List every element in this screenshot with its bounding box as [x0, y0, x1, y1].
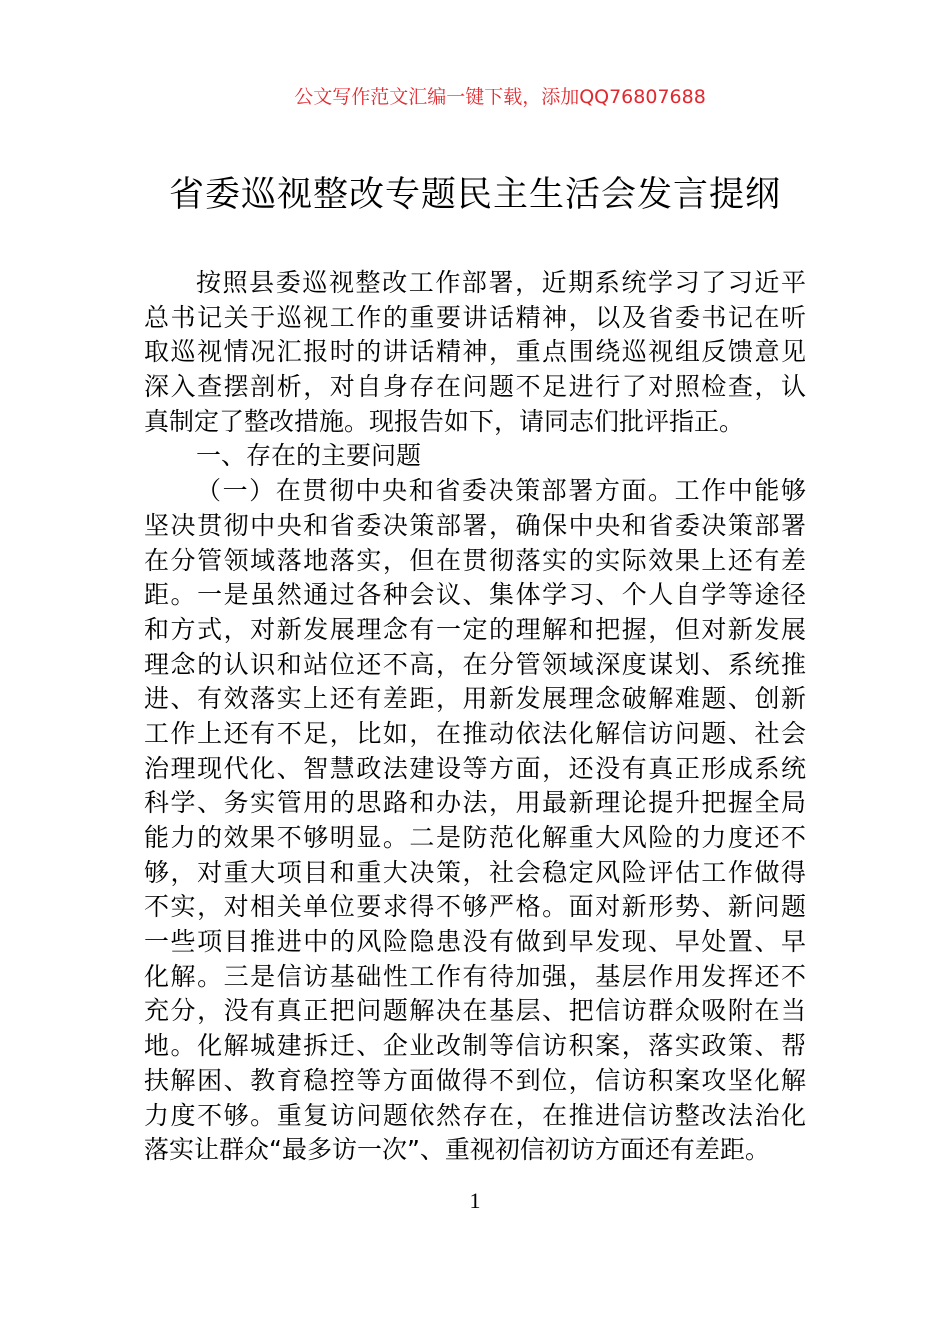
text-line: 距。一是虽然通过各种会议、集体学习、个人自学等途径 — [144, 580, 806, 610]
text-line: 工作上还有不足，比如，在推动依法化解信访问题、社会 — [144, 718, 806, 748]
section-heading: 一、存在的主要问题 — [196, 441, 422, 471]
text-line: 充分，没有真正把问题解决在基层、把信访群众吸附在当 — [144, 996, 806, 1026]
text-line: 理念的认识和站位还不高，在分管领域深度谋划、系统推 — [144, 649, 806, 679]
page-number: 1 — [469, 1188, 481, 1213]
text-line: （一）在贯彻中央和省委决策部署方面。工作中能够 — [196, 476, 806, 506]
text-line: 和方式，对新发展理念有一定的理解和把握，但对新发展 — [144, 614, 806, 644]
paragraph-intro — [144, 266, 806, 439]
text-line: 真制定了整改措施。现报告如下，请同志们批评指正。 — [144, 406, 745, 436]
text-line: 深入查摆剖析，对自身存在问题不足进行了对照检查，认 — [144, 372, 806, 402]
download-banner: 公文写作范文汇编一键下载，添加QQ76807688 — [294, 86, 706, 108]
text-line: 一些项目推进中的风险隐患没有做到早发现、早处置、早 — [144, 927, 806, 957]
text-line: 坚决贯彻中央和省委决策部署，确保中央和省委决策部署 — [144, 510, 806, 540]
text-line: 进、有效落实上还有差距，用新发展理念破解难题、创新 — [144, 684, 806, 714]
text-line: 不实，对相关单位要求得不够严格。面对新形势、新问题 — [144, 892, 806, 922]
text-line: 科学、务实管用的思路和办法，用最新理论提升把握全局 — [144, 788, 806, 818]
text-line: 取巡视情况汇报时的讲话精神，重点围绕巡视组反馈意见 — [144, 337, 806, 367]
text-line: 在分管领域落地落实，但在贯彻落实的实际效果上还有差 — [144, 545, 806, 575]
text-line: 够，对重大项目和重大决策，社会稳定风险评估工作做得 — [144, 857, 806, 887]
text-line: 治理现代化、智慧政法建设等方面，还没有真正形成系统 — [144, 753, 806, 783]
text-line: 能力的效果不够明显。二是防范化解重大风险的力度还不 — [144, 823, 806, 852]
text-line: 地。化解城建拆迁、企业改制等信访积案，落实政策、帮 — [144, 1031, 806, 1061]
text-line: 按照县委巡视整改工作部署，近期系统学习了习近平 — [196, 268, 806, 297]
document-body — [144, 266, 806, 1168]
text-line: 落实让群众“最多访一次”、重视初信初访方面还有差距。 — [144, 1135, 770, 1165]
paragraph-problems — [144, 474, 806, 1168]
text-line: 化解。三是信访基础性工作有待加强，基层作用发挥还不 — [144, 961, 806, 991]
text-line: 扶解困、教育稳控等方面做得不到位，信访积案攻坚化解 — [144, 1065, 806, 1095]
document-title: 省委巡视整改专题民主生活会发言提纲 — [168, 175, 781, 215]
text-line: 力度不够。重复访问题依然存在，在推进信访整改法治化 — [144, 1100, 806, 1130]
text-line: 总书记关于巡视工作的重要讲话精神，以及省委书记在听 — [144, 302, 806, 332]
